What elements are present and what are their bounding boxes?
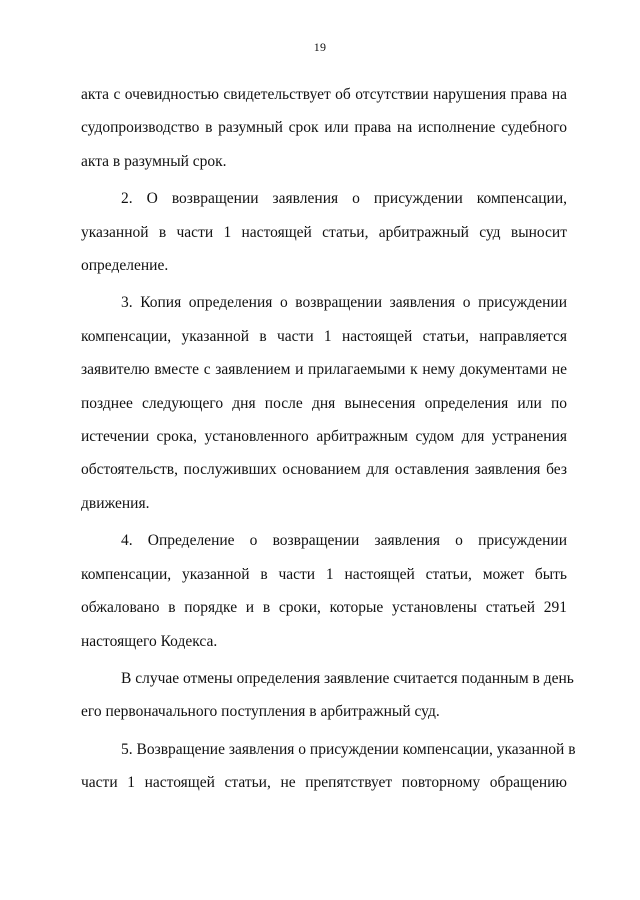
text-line: акта в разумный срок. <box>81 152 227 170</box>
paragraph-cancellation <box>81 662 574 729</box>
text-line: 3. Копия определения о возвращении заявления о присуждении <box>121 294 567 312</box>
text-line: судопроизводство в разумный срок или права на исполнение судебного <box>81 119 567 137</box>
text-line: его первоначального поступления в арбитражный суд. <box>81 703 440 721</box>
text-line: 4. Определение о возвращении заявления о присуждении <box>121 532 567 550</box>
text-line: части 1 настоящей статьи, не препятствует повторному обращению <box>81 774 567 792</box>
text-line: акта с очевидностью свидетельствует об отсутствии нарушения права на <box>81 86 567 103</box>
paragraph-item-3 <box>81 286 567 520</box>
text-line: компенсации, указанной в части 1 настоящей статьи, направляется <box>81 327 567 345</box>
text-line: настоящего Кодекса. <box>81 632 218 650</box>
text-line: 2. О возвращении заявления о присуждении компенсации, <box>121 190 567 208</box>
text-line: 5. Возвращение заявления о присуждении компенсации, указанной в <box>121 740 576 758</box>
text-line: движения. <box>81 494 150 512</box>
text-line: заявителю вместе с заявлением и прилагаемыми к нему документами не <box>81 361 567 379</box>
text-line: определение. <box>81 257 169 275</box>
text-line: обстоятельств, послуживших основанием для оставления заявления без <box>81 461 567 479</box>
paragraph-item-5 <box>81 733 576 800</box>
text-line: истечении срока, установленного арбитражным судом для устранения <box>81 428 567 446</box>
text-line: позднее следующего дня после дня вынесения определения или по <box>81 394 567 412</box>
paragraph-item-2 <box>81 182 567 282</box>
paragraph-item-4 <box>81 524 567 658</box>
text-line: обжаловано в порядке и в сроки, которые установлены статьей 291 <box>81 599 567 617</box>
page-number: 19 <box>313 40 327 54</box>
document-body <box>81 78 576 800</box>
text-line: указанной в части 1 настоящей статьи, арбитражный суд выносит <box>81 223 567 241</box>
paragraph-continuation <box>81 78 567 178</box>
text-line: В случае отмены определения заявление считается поданным в день <box>121 669 574 687</box>
text-line: компенсации, указанной в части 1 настоящей статьи, может быть <box>81 565 567 583</box>
